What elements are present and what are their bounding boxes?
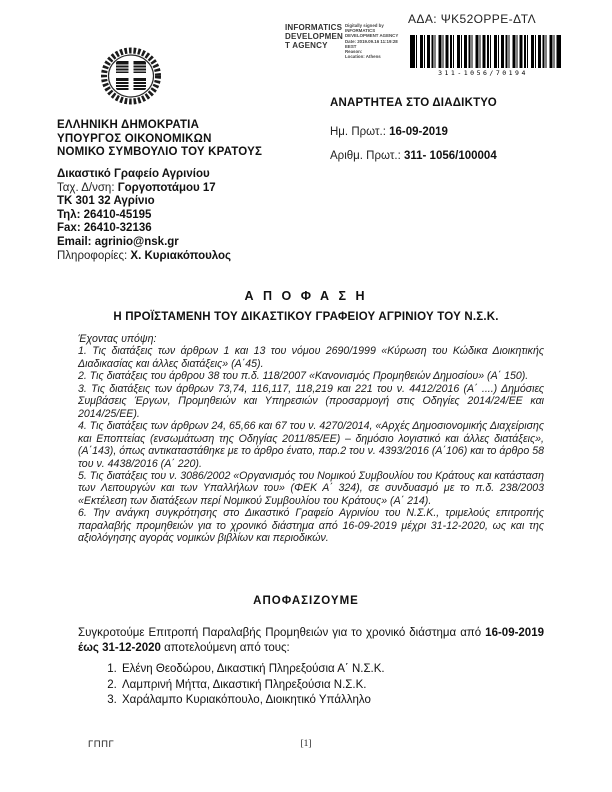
protocol-number-row [330,150,497,162]
contact-block [57,168,231,263]
signature-detail-line: Date: 2019.09.16 11:19:28 [345,38,398,44]
protocol-date-label: Ημ. Πρωτ.: [330,126,386,138]
consideration-item: 4. Τις διατάξεις των άρθρων 24, 65,66 και 67 του ν. 4270/2014, «Αρχές Δημοσιονομικής Διαχείρισης και Εποπτείας (ενσωμάτωση της Οδηγίας 2011/85/ΕΕ) – δημόσιο λογιστικό και άλλες διατάξεις», (Α΄143), όπως αντικαταστάθηκε με το άρθρο ένατο, παρ.2 του ν. 4393/2016 (Α΄106) και το άρθρο 58 του ν. 4438/2016 (Α΄ 220). [78,420,544,470]
signature-detail-line: Digitally signed by [345,23,384,28]
consideration-item: 3. Τις διατάξεις των άρθρων 73,74, 116,117, 118,219 και 221 του ν. 4412/2016 (Α΄ ....) Δημόσιες Συμβάσεις Έργων, Προμηθειών και Υπηρεσιών (προσαρμογή στις Οδηγίες 2014/24/ΕΕ και 2014/25/ΕΕ). [78,382,544,420]
signature-agency-name [285,23,344,59]
address-label: Ταχ. Δ/νση: [57,181,115,194]
signature-detail-line: EEST [345,43,357,49]
consideration-item: 1. Τις διατάξεις των άρθρων 1 και 13 του νόμου 2690/1999 «Κύρωση του Κώδικα Διοικητικής Διαδικασίας και άλλες διατάξεις» (Α΄45). [78,345,544,370]
protocol-number-label: Αριθμ. Πρωτ.: [330,150,401,162]
address-row [57,182,231,196]
phone-line: Τηλ: 26410-45195 [57,208,152,221]
resolution-paragraph [78,626,544,655]
decision-title: Α Π Ο Φ Α Σ Η [244,289,368,303]
barcode-number: 311-1056/70194 [438,69,528,77]
address-value: Γοργοποτάμου 17 [117,181,216,194]
consideration-item: 5. Τις διατάξεις του ν. 3086/2002 «Οργανισμός του Νομικού Συμβουλίου του Κράτους και κατάσταση των Λειτουργών και των Υπαλλήλων του» (ΦΕΚ Α΄ 324), σε συνδυασμό με το π.δ. 238/2003 «Εκτέλεση των διατάξεων περί Νομικού Συμβουλίου του Κράτους» (Α΄ 214). [78,469,544,507]
ada-code: ΑΔΑ: ΨΚ52ΟΡΡΕ-ΔΤΛ [408,12,536,26]
consideration-item: 2. Τις διατάξεις του άρθρου 38 του π.δ. 118/2007 «Κανονισμός Προμηθειών Δημοσίου» (Α΄ 150). [78,370,529,383]
signature-agency-line: INFORMATICS [285,23,343,32]
committee-member: 1. Ελένη Θεοδώρου, Δικαστική Πληρεξούσια Α΄ Ν.Σ.Κ. [120,662,385,678]
greek-national-emblem-icon [99,46,163,108]
committee-members-list [96,662,385,709]
protocol-date-row [330,126,448,138]
signature-detail-line: Reason: [345,49,363,55]
info-value: Χ. Κυριακόπουλος [130,249,232,262]
postal-code-line: ΤΚ 301 32 Αγρίνιο [57,195,155,208]
barcode [410,35,561,68]
committee-member: 2. Λαμπρινή Μήττα, Δικαστική Πληρεξούσια Ν.Σ.Κ. [120,678,385,694]
info-label: Πληροφορίες: [57,249,128,262]
org-line-republic: ΕΛΛΗΝΙΚΗ ΔΗΜΟΚΡΑΤΙΑ [57,119,200,131]
internet-posting-notice: ΑΝΑΡΤΗΤΕΑ ΣΤΟ ΔΙΑΔΙΚΤΥΟ [330,97,497,109]
resolution-heading: ΑΠΟΦΑΣΙΖΟΥΜΕ [253,595,359,607]
signature-detail-line: Location: Athens [345,54,381,60]
decision-subtitle: Η ΠΡΟΪΣΤΑΜΕΝΗ ΤΟΥ ΔΙΚΑΣΤΙΚΟΥ ΓΡΑΦΕΙΟΥ ΑΓΡΙΝΙΟΥ ΤΟΥ Ν.Σ.Κ. [113,311,499,323]
email-line: Email: agrinio@nsk.gr [57,235,179,248]
info-row [57,250,231,264]
protocol-date-value: 16-09-2019 [389,126,448,138]
signature-detail-line: INFORMATICS [345,28,376,34]
fax-line: Fax: 26410-32136 [57,222,152,235]
signature-agency-line: DEVELOPMEN [285,32,344,41]
footer-initials: ΓΠΠΓ [88,739,115,750]
digital-signature-stamp [285,23,407,59]
office-name: Δικαστικό Γραφείο Αγρινίου [57,168,210,180]
resolution-text-after: αποτελούμενη από τους: [160,641,290,654]
having-regard-intro: Έχοντας υπόψη: [78,333,157,345]
signature-detail-line: DEVELOPMENT AGENCY [345,33,399,39]
page-number: [1] [300,739,312,749]
committee-member: 3. Χαράλαμπο Κυριακόπουλο, Διοικητικό Υπάλληλο [120,693,385,709]
protocol-number-value: 311- 1056/100004 [403,150,497,162]
resolution-text-before: Συγκροτούμε Επιτροπή Παραλαβής Προμηθειών για το χρονικό διάστημα από [78,627,486,639]
signature-agency-line: T AGENCY [285,41,328,50]
organization-header [57,119,262,160]
considerations-section [78,333,544,545]
consideration-item: 6. Την ανάγκη συγκρότησης στο Δικαστικό Γραφείο Αγρινίου του Ν.Σ.Κ., τριμελούς επιτροπής παραλαβής προμηθειών για το χρονικό διάστημα από 16-09-2019 μέχρι 31-12-2020, ως και της αξιολόγησης αγοράς νομικών βιβλίων και περιοδικών. [78,507,544,545]
resolution-dates-bold: 16-09-2019 έως 31-12-2020 [78,627,544,654]
org-line-ministry: ΥΠΟΥΡΓΟΣ ΟΙΚΟΝΟΜΙΚΩΝ [57,132,212,145]
org-line-legal-council: ΝΟΜΙΚΟ ΣΥΜΒΟΥΛΙΟ ΤΟΥ ΚΡΑΤΟΥΣ [57,146,263,158]
signature-details [345,23,407,59]
